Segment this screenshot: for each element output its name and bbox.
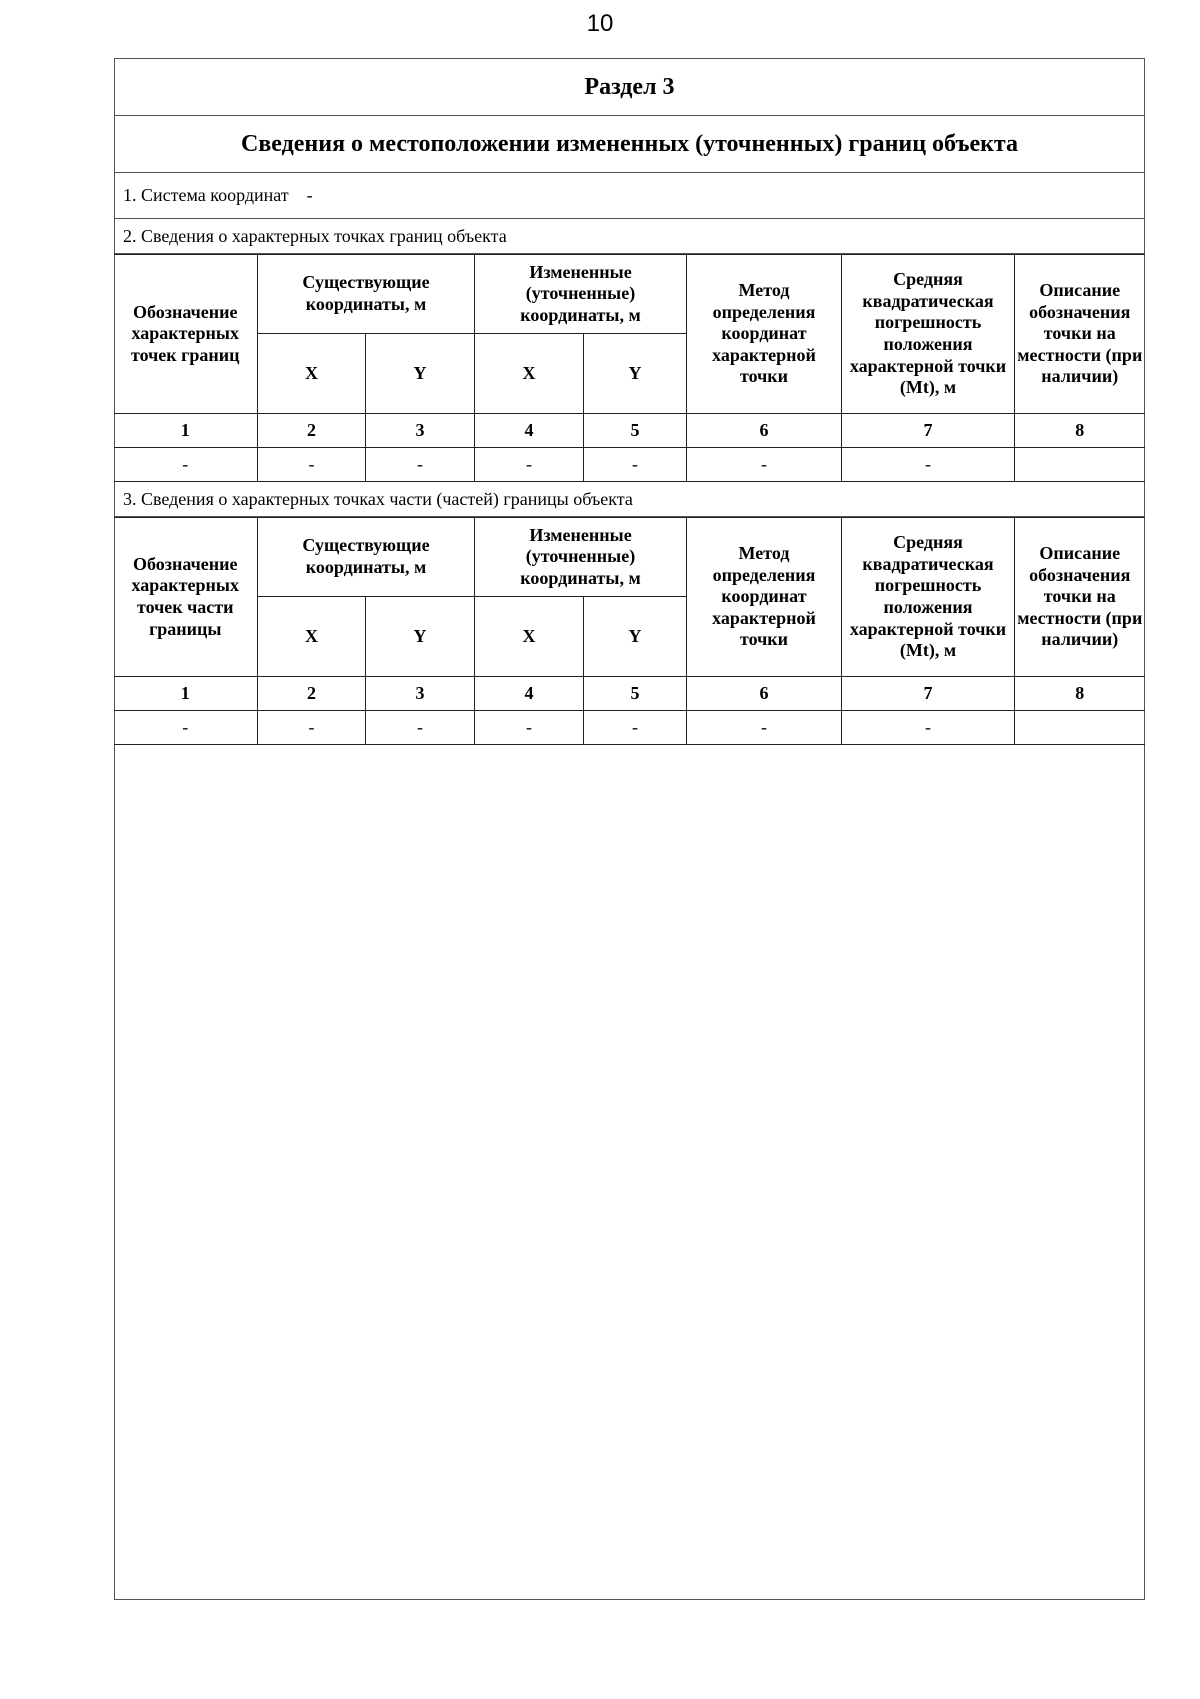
section-title: Раздел 3 xyxy=(115,59,1144,116)
part-boundary-points-table xyxy=(114,517,1145,745)
header-existing-y: Y xyxy=(366,597,475,677)
table-cell: - xyxy=(842,448,1015,482)
column-number: 7 xyxy=(842,414,1015,448)
header-mean-square-error: Средняя квадратическая погрешность положения характерной точки (Mt), м xyxy=(842,518,1015,677)
header-changed-coordinates: Измененные (уточненные) координаты, м xyxy=(475,518,687,597)
header-existing-x: X xyxy=(258,334,366,414)
table-cell: - xyxy=(114,448,258,482)
column-number: 1 xyxy=(114,677,258,711)
column-number: 7 xyxy=(842,677,1015,711)
table-cell: - xyxy=(584,711,687,745)
table-cell: - xyxy=(842,711,1015,745)
header-method: Метод определения координат характерной точки xyxy=(687,518,842,677)
table-cell: - xyxy=(366,711,475,745)
table-cell: - xyxy=(258,711,366,745)
header-changed-x: X xyxy=(475,334,584,414)
header-changed-y: Y xyxy=(584,597,687,677)
column-number: 8 xyxy=(1015,414,1145,448)
header-point-description: Описание обозначения точки на местности (при наличии) xyxy=(1015,255,1145,414)
column-number: 6 xyxy=(687,414,842,448)
header-boundary-point-designation: Обозначение характерных точек границ xyxy=(114,255,258,414)
header-method: Метод определения координат характерной точки xyxy=(687,255,842,414)
boundary-points-heading: 2. Сведения о характерных точках границ объекта xyxy=(115,219,1144,254)
part-boundary-points-heading: 3. Сведения о характерных точках части (частей) границы объекта xyxy=(115,482,1144,517)
table-row xyxy=(114,448,1145,482)
header-changed-y: Y xyxy=(584,334,687,414)
header-point-description: Описание обозначения точки на местности (при наличии) xyxy=(1015,518,1145,677)
header-existing-coordinates: Существующие координаты, м xyxy=(258,255,475,334)
column-number: 6 xyxy=(687,677,842,711)
column-number: 2 xyxy=(258,677,366,711)
header-part-point-designation: Обозначение характерных точек части границы xyxy=(114,518,258,677)
table-cell: - xyxy=(475,711,584,745)
column-number: 3 xyxy=(366,677,475,711)
header-changed-coordinates: Измененные (уточненные) координаты, м xyxy=(475,255,687,334)
table-cell: - xyxy=(584,448,687,482)
column-number: 8 xyxy=(1015,677,1145,711)
header-existing-coordinates: Существующие координаты, м xyxy=(258,518,475,597)
coordinate-system-line xyxy=(115,173,1144,219)
column-number: 3 xyxy=(366,414,475,448)
header-mean-square-error: Средняя квадратическая погрешность положения характерной точки (Mt), м xyxy=(842,255,1015,414)
column-number: 5 xyxy=(584,414,687,448)
column-number: 4 xyxy=(475,414,584,448)
section-subtitle: Сведения о местоположении измененных (уточненных) границ объекта xyxy=(115,116,1144,173)
section-frame xyxy=(114,58,1145,1600)
column-number: 4 xyxy=(475,677,584,711)
page-number: 10 xyxy=(586,10,614,37)
header-existing-y: Y xyxy=(366,334,475,414)
table-cell: - xyxy=(258,448,366,482)
table-cell: - xyxy=(687,711,842,745)
table-cell: - xyxy=(366,448,475,482)
table-cell: - xyxy=(475,448,584,482)
header-changed-x: X xyxy=(475,597,584,677)
column-number: 2 xyxy=(258,414,366,448)
boundary-points-table xyxy=(114,254,1145,482)
column-number: 5 xyxy=(584,677,687,711)
coordinate-system-value: - xyxy=(306,185,313,205)
table-row xyxy=(114,711,1145,745)
header-existing-x: X xyxy=(258,597,366,677)
table-cell: - xyxy=(114,711,258,745)
table-cell: - xyxy=(687,448,842,482)
column-number: 1 xyxy=(114,414,258,448)
table-cell xyxy=(1015,448,1145,482)
coordinate-system-label: 1. Система координат xyxy=(123,185,289,205)
table-cell xyxy=(1015,711,1145,745)
